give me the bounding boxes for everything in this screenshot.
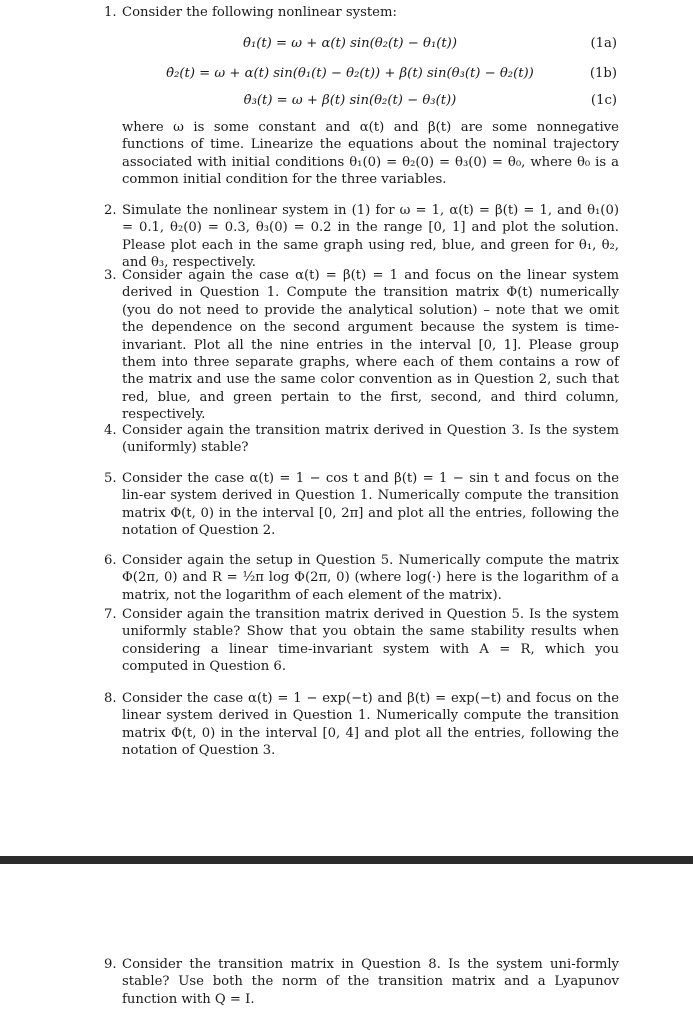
question-text: Simulate the nonlinear system in (1) for ω = 1, α(t) = β(t) = 1, and θ₁(0) = 0.1, θ₂(0) = 0.3, θ₃(0) = 0.2 in the range [0, 1] and plot the solution. Please plot each in the same graph using red, blue, and green for θ₁, θ₂, and θ₃, respectively.: [122, 203, 619, 271]
question-1-text: where ω is some constant and α(t) and β(t) are some nonnegative functions of time. Linearize the equations about the nominal trajectory associated with initial conditions θ₁(0) = θ₂(0) = θ₃(0) = θ₀, where θ₀ is a common initial condition for the three variables.: [122, 120, 619, 188]
equation-1c: [0, 93, 693, 113]
question-7: [104, 606, 619, 676]
page-divider: [0, 856, 693, 864]
equation-1b: [0, 66, 693, 86]
question-8: [104, 690, 619, 760]
question-4: [104, 422, 619, 457]
question-5: [104, 470, 619, 540]
question-number: 9.: [104, 957, 117, 972]
question-text: Consider the transition matrix in Question 8. Is the system uni-formly stable? Use both the norm of the transition matrix and a Lyapunov function with Q = I.: [122, 957, 619, 1007]
question-1-intro: Consider the following nonlinear system:: [122, 5, 397, 20]
question-number: 7.: [104, 607, 117, 622]
question-text: Consider the case α(t) = 1 − exp(−t) and β(t) = exp(−t) and focus on the linear system derived in Question 1. Numerically compute the transition matrix Φ(t, 0) in the interval [0, 4] and plot all the entries, following the notation of Question 3.: [122, 691, 619, 759]
equation-tag: (1c): [590, 93, 617, 108]
equation-text: θ̇₁(t) = ω + α(t) sin(θ₂(t) − θ₁(t)): [243, 36, 457, 51]
question-text: Consider again the transition matrix derived in Question 3. Is the system (uniformly) stable?: [122, 423, 619, 456]
equation-text: θ̇₂(t) = ω + α(t) sin(θ₁(t) − θ₂(t)) + β(t) sin(θ₃(t) − θ₂(t)): [166, 66, 534, 81]
question-number: 4.: [104, 423, 117, 438]
equation-1a: [0, 36, 693, 56]
question-9: [104, 956, 619, 1008]
equation-tag: (1a): [590, 36, 617, 51]
question-1: [104, 4, 619, 21]
question-number: 8.: [104, 691, 117, 706]
question-text: Consider again the case α(t) = β(t) = 1 and focus on the linear system derived in Question 1. Compute the transition matrix Φ(t) numerically (you do not need to provide the analytical solution) – note that we omit the dependence on the second argument because the system is time-invariant. Plot all the nine entries in the interval [0, 1]. Please group them into three separate graphs, where each of them contains a row of the matrix and use the same color convention as in Question 2, such that red, blue, and green pertain to the first, second, and third column, respectively.: [122, 268, 619, 423]
question-text: Consider the case α(t) = 1 − cos t and β(t) = 1 − sin t and focus on the lin-ear system derived in Question 1. Numerically compute the transition matrix Φ(t, 0) in the interval [0, 2π] and plot all the entries, following the notation of Question 2.: [122, 471, 619, 539]
question-2: [104, 202, 619, 272]
question-6: [104, 552, 619, 604]
question-text: Consider again the setup in Question 5. Numerically compute the matrix Φ(2π, 0) and R = ¹⁄₂π log Φ(2π, 0) (where log(·) here is the logarithm of a matrix, not the logarithm of each element of the matrix).: [122, 553, 619, 603]
equation-text: θ̇₃(t) = ω + β(t) sin(θ₂(t) − θ₃(t)): [243, 93, 457, 108]
question-number: 5.: [104, 471, 117, 486]
question-number: 1.: [104, 5, 117, 20]
question-number: 6.: [104, 553, 117, 568]
equation-tag: (1b): [589, 66, 617, 81]
question-number: 2.: [104, 203, 117, 218]
question-number: 3.: [104, 268, 117, 283]
question-3: [104, 267, 619, 424]
question-text: Consider again the transition matrix derived in Question 5. Is the system uniformly stable? Show that you obtain the same stability results when considering a linear time-invariant system with A = R, which you computed in Question 6.: [122, 607, 619, 675]
question-1-after: [104, 119, 619, 189]
